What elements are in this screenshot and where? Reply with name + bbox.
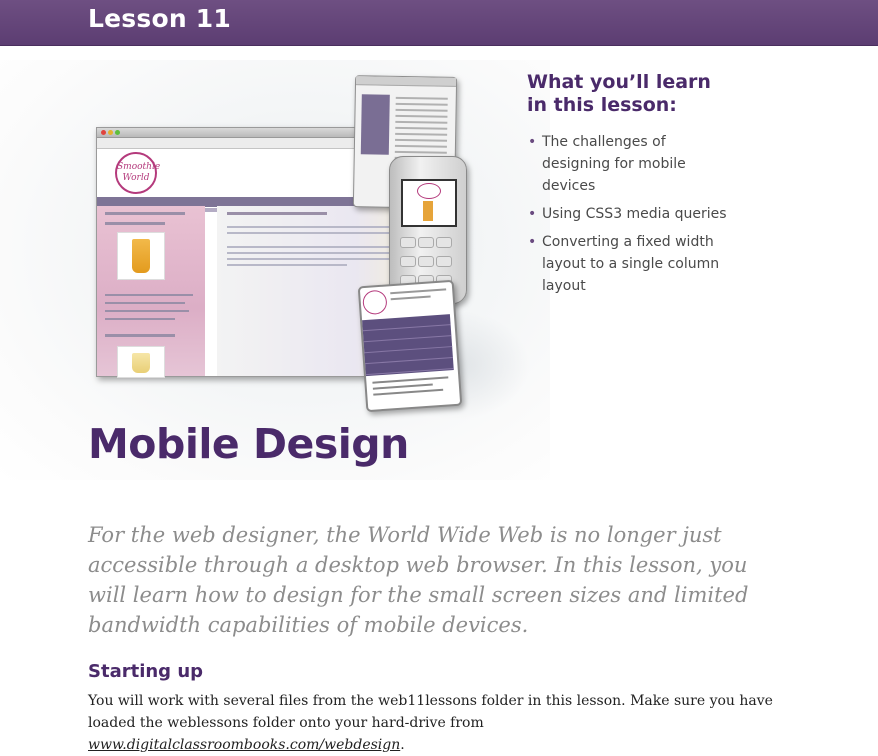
text-line bbox=[105, 318, 175, 320]
text-line bbox=[390, 288, 446, 294]
text-line bbox=[395, 151, 447, 154]
tablet-titlebar bbox=[356, 76, 456, 87]
learn-list-item: • The challenges of designing for mobile devices bbox=[527, 131, 727, 197]
section-heading: Starting up bbox=[88, 661, 204, 682]
lesson-label: Lesson 11 bbox=[88, 4, 231, 33]
text-line bbox=[395, 127, 447, 130]
bullet-icon: • bbox=[528, 234, 537, 250]
text-line bbox=[227, 232, 407, 234]
text-line bbox=[227, 212, 327, 215]
text-line bbox=[105, 302, 185, 304]
bullet-icon: • bbox=[528, 206, 537, 222]
text-line bbox=[395, 121, 447, 124]
phone-screen bbox=[401, 179, 457, 227]
site-left-column bbox=[97, 206, 205, 376]
text-line bbox=[396, 103, 448, 106]
phone-glass-image bbox=[423, 201, 433, 221]
book-website-link[interactable]: www.digitalclassroombooks.com/webdesign bbox=[88, 737, 401, 753]
text-line bbox=[105, 222, 165, 225]
learn-list-item: • Converting a fixed width layout to a single column layout bbox=[527, 231, 727, 297]
smoothie-glass-image bbox=[117, 232, 165, 280]
zoom-dot-icon bbox=[115, 130, 120, 135]
text-line bbox=[227, 264, 347, 266]
text-line bbox=[396, 109, 448, 112]
bullet-icon: • bbox=[528, 134, 537, 150]
section-body: You will work with several files from the web11lessons folder in this lesson. Make sure you have loaded the weblessons folder onto your hard-drive from www.digitalclassroombooks.com/webdesign. bbox=[88, 693, 773, 753]
text-line bbox=[372, 376, 448, 383]
learn-list bbox=[527, 131, 727, 303]
text-line bbox=[105, 334, 175, 337]
text-line bbox=[391, 295, 431, 300]
text-line bbox=[395, 115, 447, 118]
minimize-dot-icon bbox=[108, 130, 113, 135]
learn-list-item: • Using CSS3 media queries bbox=[527, 203, 727, 225]
text-line bbox=[105, 294, 193, 296]
text-line bbox=[395, 133, 447, 136]
text-line bbox=[395, 145, 447, 148]
page-title: Mobile Design bbox=[88, 420, 409, 468]
lesson-header-bar bbox=[0, 0, 878, 46]
close-dot-icon bbox=[101, 130, 106, 135]
text-line bbox=[396, 97, 448, 100]
intro-paragraph: For the web designer, the World Wide Web is no longer just accessible through a desktop web browser. In this lesson, you will learn how to design for the small screen sizes and limited bandwidth capabilities of mobile devices. bbox=[88, 523, 749, 637]
smartphone-nav bbox=[362, 314, 454, 376]
tablet-nav bbox=[361, 94, 390, 154]
text-line bbox=[395, 139, 447, 142]
smartphone-layout-screenshot bbox=[358, 280, 463, 412]
smoothie-world-logo: Smoothie World bbox=[115, 152, 157, 194]
smartphone-logo bbox=[362, 290, 388, 316]
text-line bbox=[105, 212, 185, 215]
text-line bbox=[373, 389, 443, 396]
text-line bbox=[105, 310, 189, 312]
learn-box-title: What you’ll learn in this lesson: bbox=[527, 71, 711, 116]
text-line bbox=[373, 384, 433, 390]
phone-logo bbox=[417, 183, 441, 199]
smoothie-glass-image bbox=[117, 346, 165, 378]
